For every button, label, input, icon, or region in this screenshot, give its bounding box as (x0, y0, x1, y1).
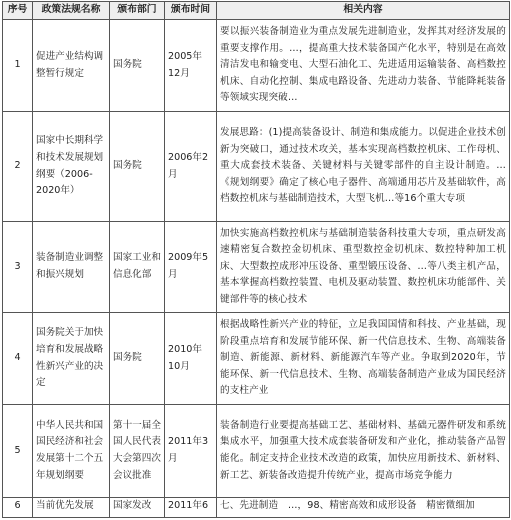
related-content: 装备制造行业要提高基础工艺、基础材料、基础元器件研发和系统集成水平，加强重大技术成套装备研发和产业化，推动装备产品智能化。制定支持企业技术改造的政策，加快应用新技术、新材料、新工艺、新装备改造提升传统产业，提高市场竞争能力 (217, 405, 510, 498)
issuing-department: 第十一届全国人民代表大会第四次会议批准 (110, 405, 165, 498)
row-number: 5 (3, 405, 33, 498)
header-dept: 颁布部门 (110, 2, 165, 20)
issue-date: 2009年5月 (165, 222, 217, 313)
row-number: 2 (3, 112, 33, 222)
header-content: 相关内容 (217, 2, 510, 20)
issuing-department: 国务院 (110, 313, 165, 405)
issue-date: 2005年12月 (165, 20, 217, 112)
policy-name: 国家中长期科学和技术发展规划纲要（2006-2020年） (33, 112, 110, 222)
policy-name: 促进产业结构调整暂行规定 (33, 20, 110, 112)
table-row (3, 405, 510, 498)
row-number: 1 (3, 20, 33, 112)
row-number: 4 (3, 313, 33, 405)
policy-name: 中华人民共和国国民经济和社会发展第十二个五年规划纲要 (33, 405, 110, 498)
issue-date: 2010年10月 (165, 313, 217, 405)
policy-table (2, 1, 510, 518)
policy-name: 国务院关于加快培育和发展战略性新兴产业的决定 (33, 313, 110, 405)
row-number: 3 (3, 222, 33, 313)
issuing-department: 国务院 (110, 20, 165, 112)
header-time: 颁布时间 (165, 2, 217, 20)
table-header-row (3, 2, 510, 20)
table-row (3, 112, 510, 222)
related-content: 要以振兴装备制造业为重点发展先进制造业，发挥其对经济发展的重要支撑作用。…，提高重大技术装备国产化水平，特别是在高效清洁发电和输变电、大型石油化工、先进适用运输装备、高档数控机床、自动化控制、集成电路设备、先进动力装备、节能降耗装备等领域实现突破… (217, 20, 510, 112)
issuing-department: 国务院 (110, 112, 165, 222)
policy-name: 装备制造业调整和振兴规划 (33, 222, 110, 313)
issue-date: 2011年6 (165, 498, 217, 518)
table-row (3, 498, 510, 518)
related-content: 加快实施高档数控机床与基础制造装备科技重大专项，重点研发高速精密复合数控金切机床、重型数控金切机床、数控特种加工机床、大型数控成形冲压设备、重型锻压设备、…等八类主机产品，基本掌握高档数控装置、电机及驱动装置、数控机床功能部件、关键部件等的核心技术 (217, 222, 510, 313)
issue-date: 2006年2月 (165, 112, 217, 222)
table-row (3, 20, 510, 112)
header-name: 政策法规名称 (33, 2, 110, 20)
related-content: 根据战略性新兴产业的特征，立足我国国情和科技、产业基础，现阶段重点培育和发展节能环保、新一代信息技术、生物、高端装备制造、新能源、新材料、新能源汽车等产业。争取到2020年，节能环保、新一代信息技术、生物、高端装备制造产业成为国民经济的支柱产业 (217, 313, 510, 405)
issuing-department: 国家工业和信息化部 (110, 222, 165, 313)
policy-name: 当前优先发展 (33, 498, 110, 518)
header-no: 序号 (3, 2, 33, 20)
issuing-department: 国家发改 (110, 498, 165, 518)
related-content: 发展思路：(1)提高装备设计、制造和集成能力。以促进企业技术创新为突破口，通过技术攻关，基本实现高档数控机床、工作母机、重大成套技术装备、关键材料与关键零部件的自主设计制造。…《规划纲要》确定了核心电子器件、高端通用芯片及基础软件，高档数控机床与基础制造技术，大型飞机…等16个重大专项 (217, 112, 510, 222)
row-number: 6 (3, 498, 33, 518)
table-row (3, 313, 510, 405)
related-content: 七、先进制造 …，98、精密高效和成形设备 精密微细加 (217, 498, 510, 518)
issue-date: 2011年3月 (165, 405, 217, 498)
table-row (3, 222, 510, 313)
